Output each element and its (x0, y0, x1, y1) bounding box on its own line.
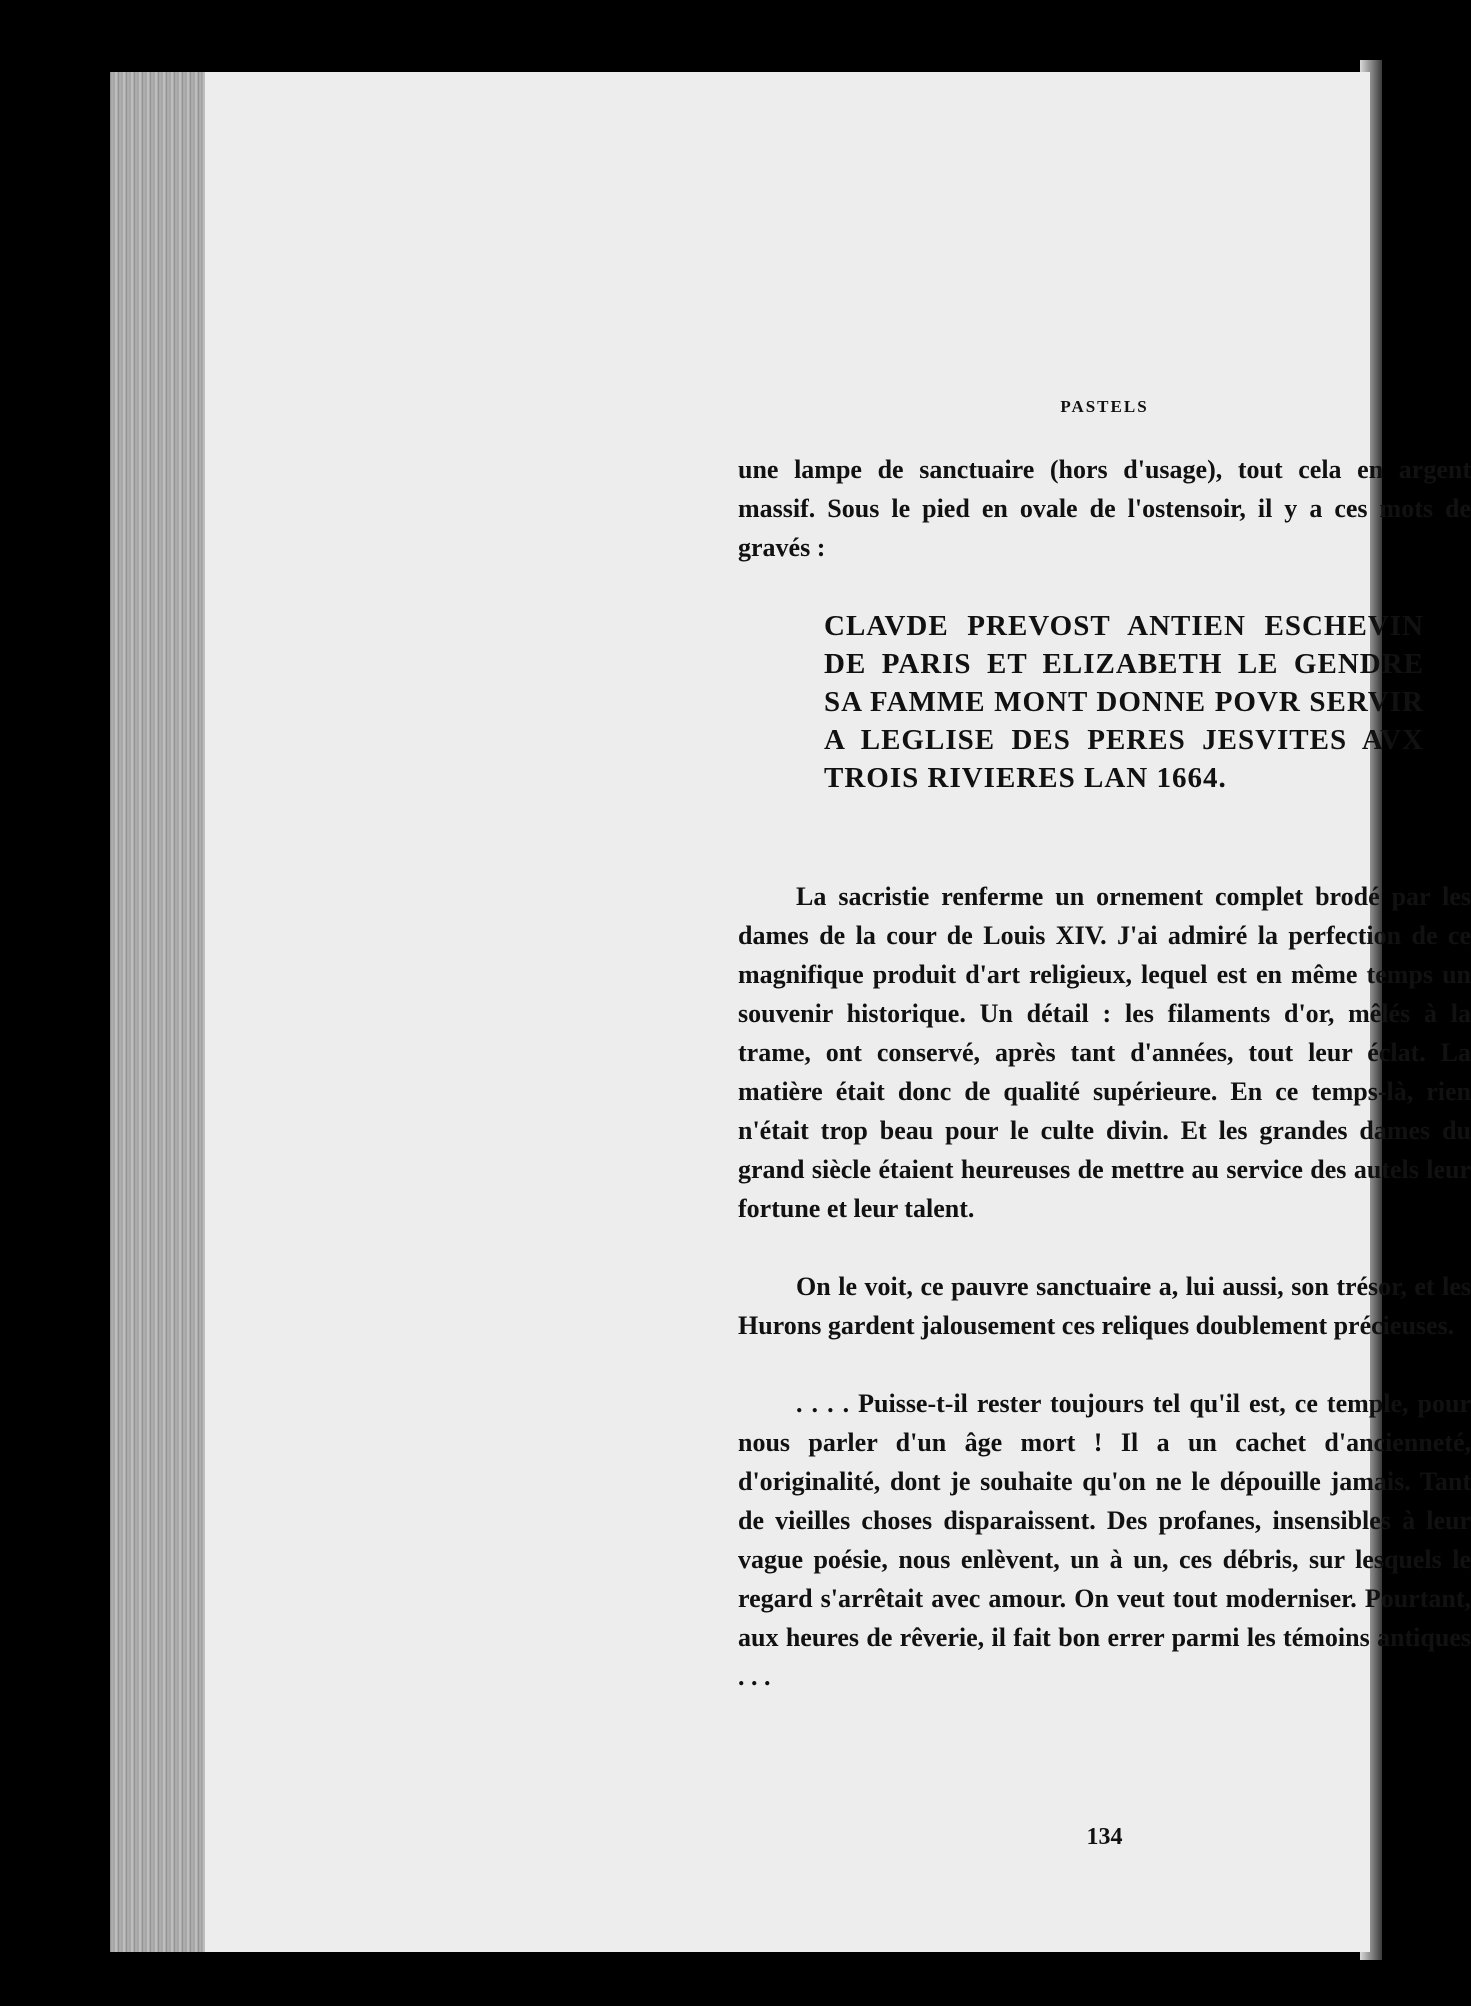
inscription-block: CLAVDE PREVOST ANTIEN ESCHEVIN DE PARIS ET ELIZABETH LE GENDRE SA FAMME MONT DONNE POVR SERVIR A LEGLISE DES PERES JESVITES AVX TROIS RIVIERES LAN 1664. (824, 610, 1424, 794)
running-head: PASTELS (1060, 397, 1149, 416)
paragraph: une lampe de sanctuaire (hors d'usage), tout cela en argent massif. Sous le pied en ovale de l'ostensoir, il y a ces mots de gravés : (738, 455, 1471, 562)
page (205, 72, 1471, 1952)
paragraph: On le voit, ce pauvre sanctuaire a, lui aussi, son trésor, et les Hurons gardent jalousement ces reliques doublement précieuses. (738, 1272, 1471, 1340)
paragraph: La sacristie renferme un ornement complet brodé par les dames de la cour de Louis XIV. J'ai admiré la perfection de ce magnifique produit d'art religieux, lequel est en même temps un souvenir historique. Un détail : les filaments d'or, mêlés à la trame, ont conservé, après tant d'années, tout leur éclat. La matière était donc de qualité supérieure. En ce temps-là, rien n'était trop beau pour le culte divin. Et les grandes dames du grand siècle étaient heureuses de mettre au service des autels leur fortune et leur talent. (738, 882, 1471, 1223)
page-number: 134 (1086, 1824, 1123, 1850)
paragraph: . . . . Puisse-t-il rester toujours tel qu'il est, ce temple, pour nous parler d'un âge mort ! Il a un cachet d'ancienneté, d'originalité, dont je souhaite qu'on ne le dépouille jamais. Tant de vieilles choses disparaissent. Des profanes, insensibles à leur vague poésie, nous enlèvent, un à un, ces débris, sur lesquels le regard s'arrêtait avec amour. On veut tout moderniser. Pourtant, aux heures de rêverie, il fait bon errer parmi les témoins antiques . . . (738, 1389, 1471, 1691)
